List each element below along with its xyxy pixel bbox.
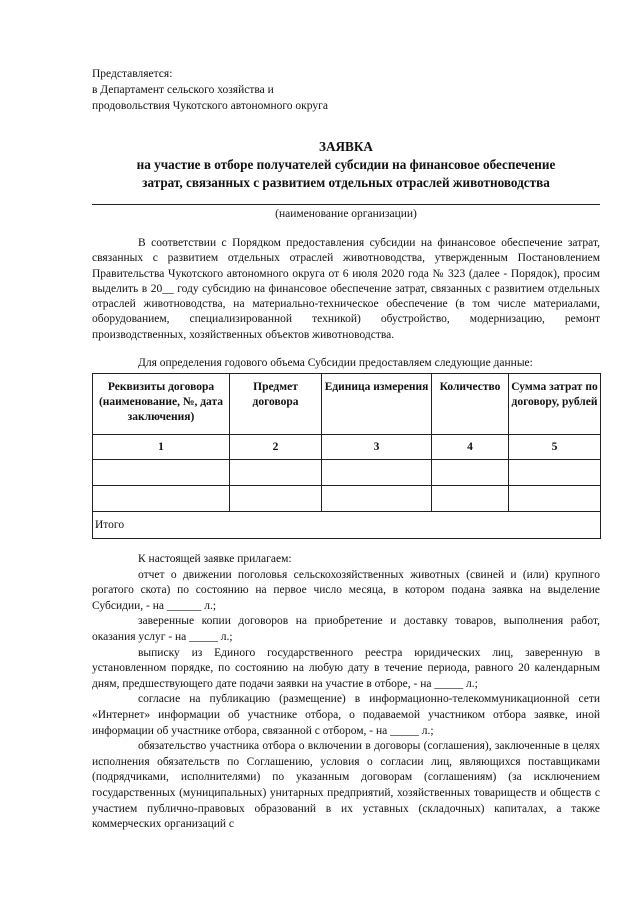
table-cell[interactable] <box>93 486 230 512</box>
data-intro-paragraph: Для определения годового объема Субсидии предоставляем следующие данные: <box>138 357 533 369</box>
column-header: Реквизиты договора (наименование, №, дата заключения) <box>93 374 230 435</box>
list-item: выписку из Единого государственного реестра юридических лиц, заверенную в установленном порядке, по состоянию на любую дату в течение периода, равного 20 календарным дням, предшествующего дате подачи заявки на участие в отборе, - на _____ л.; <box>92 646 600 690</box>
column-header: Предмет договора <box>230 374 322 435</box>
table-cell[interactable] <box>432 486 509 512</box>
table-cell[interactable] <box>93 460 230 486</box>
table-header-row <box>93 374 601 435</box>
table-cell[interactable] <box>432 460 509 486</box>
title-line-2: на участие в отборе получателей субсидии на финансовое обеспечение <box>136 157 556 172</box>
total-label: Итого <box>93 512 601 539</box>
address-line: в Департамент сельского хозяйства и <box>92 84 274 96</box>
list-item: отчет о движении поголовья сельскохозяйственных животных (свиней и (или) крупного рогатого скота) по состоянию на первое число месяца, в котором подана заявка на выделение Субсидии, - на ______ л.; <box>92 568 600 612</box>
address-line: Представляется: <box>92 68 173 80</box>
contract-table <box>92 373 601 539</box>
table-cell[interactable] <box>230 460 322 486</box>
table-cell[interactable] <box>322 460 432 486</box>
column-number: 5 <box>509 435 601 460</box>
list-item: заверенные копии договоров на приобретение и доставку товаров, выполнения работ, оказания услуг - на _____ л.; <box>92 615 600 643</box>
attachments-list <box>92 552 600 833</box>
organization-name-field[interactable] <box>92 204 600 205</box>
table-cell[interactable] <box>322 486 432 512</box>
column-number: 1 <box>93 435 230 460</box>
table-cell[interactable] <box>230 486 322 512</box>
recipient-address <box>92 66 328 114</box>
column-number: 3 <box>322 435 432 460</box>
request-paragraph: В соответствии с Порядком предоставления субсидии на финансовое обеспечение затрат, связанных с развитием отдельных отраслей животноводства, утвержденным Постановлением Правительства Чукотского автономного округа от 6 июля 2020 года № 323 (далее - Порядок), просим выделить в 20__ году субсидию на финансовое обеспечение затрат, связанных с развитием отдельных отраслей животноводства, на материально-техническое обеспечение (в том числе материалами, оборудованием, специализированной техникой) обустройство, модернизацию, ремонт производственных, хозяйственных объектов животноводства. <box>92 237 600 341</box>
address-line: продовольствия Чукотского автономного округа <box>92 100 328 112</box>
table-cell[interactable] <box>509 460 601 486</box>
organization-caption: (наименование организации) <box>275 208 417 220</box>
table-total-row <box>93 512 601 539</box>
title-main: ЗАЯВКА <box>319 139 373 154</box>
column-header: Сумма затрат по договору, рублей <box>509 374 601 435</box>
column-header: Количество <box>432 374 509 435</box>
table-row <box>93 486 601 512</box>
document-title <box>92 138 600 192</box>
table-row <box>93 460 601 486</box>
list-item: обязательство участника отбора о включении в договоры (соглашения), заключенные в целях исполнения обязательств по Соглашению, условия о согласии лиц, являющихся поставщиками (подрядчиками, исполнителями) по указанным договорам (соглашениям) (за исключением государственных (муниципальных) унитарных предприятий, хозяйственных товариществ и обществ с участием публично-правовых образований в их уставных (складочных) капиталах, а также коммерческих организаций с <box>92 740 600 831</box>
title-line-3: затрат, связанных с развитием отдельных отраслей животноводства <box>142 175 550 190</box>
attachments-lead: К настоящей заявке прилагаем: <box>138 553 292 565</box>
column-number: 2 <box>230 435 322 460</box>
column-header: Единица измерения <box>322 374 432 435</box>
table-cell[interactable] <box>509 486 601 512</box>
column-number: 4 <box>432 435 509 460</box>
list-item: согласие на публикацию (размещение) в информационно-телекоммуникационной сети «Интернет» информации об участнике отбора, о подаваемой участником отбора заявке, иной информации об участнике отбора, связанной с отбором, - на _____ л.; <box>92 693 600 737</box>
table-number-row <box>93 435 601 460</box>
